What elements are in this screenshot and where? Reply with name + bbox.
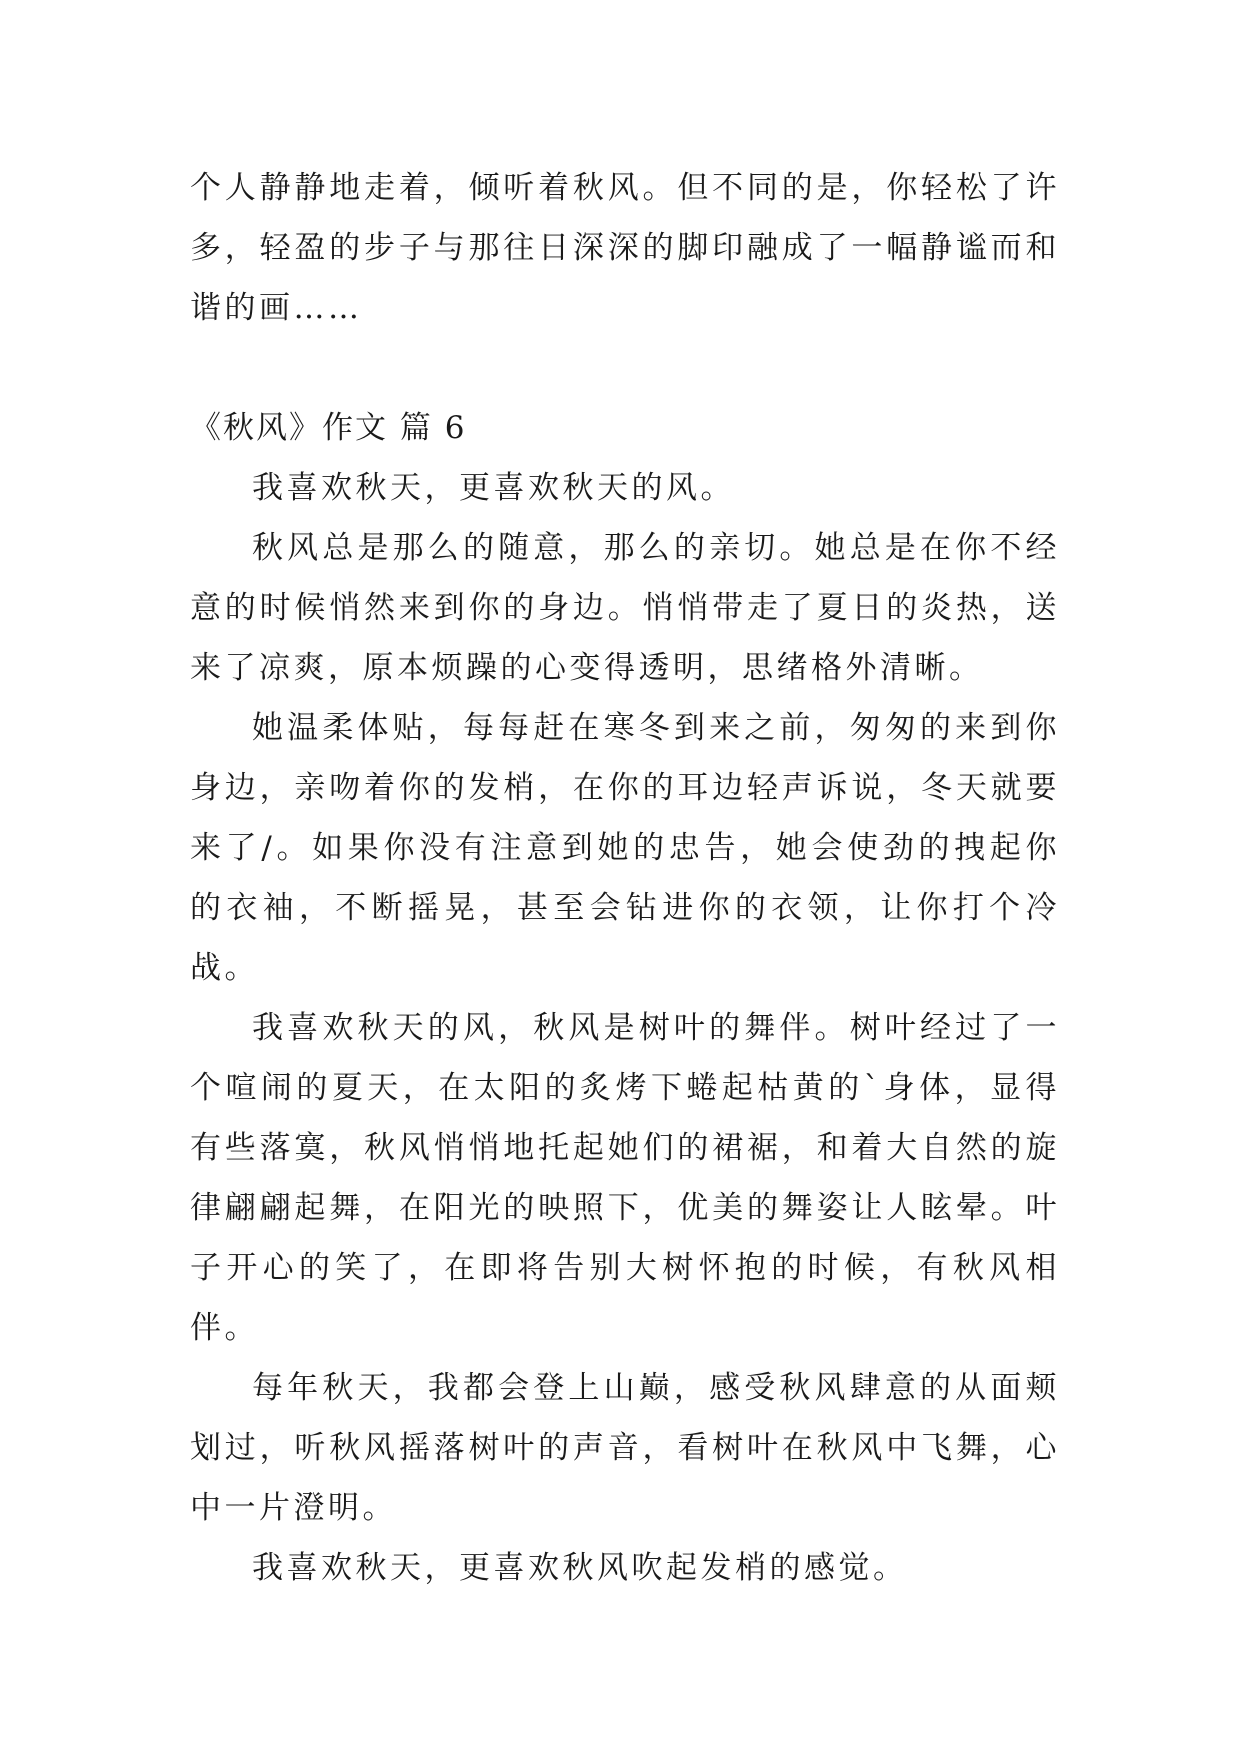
section-heading: 《秋风》作文 篇 6 [190,410,467,446]
paragraph-gap [190,338,1060,398]
document-body [190,158,1060,1598]
paragraph-3: 她温柔体贴，每每赶在寒冬到来之前，匆匆的来到你身边，亲吻着你的发梢，在你的耳边轻声诉说，冬天就要来了/。如果你没有注意到她的忠告，她会使劲的拽起你的衣袖，不断摇晃，甚至会钻进你的衣领，让你打个冷战。 [190,710,1060,986]
paragraph-4: 我喜欢秋天的风，秋风是树叶的舞伴。树叶经过了一个喧闹的夏天，在太阳的炙烤下蜷起枯黄的`身体，显得有些落寞，秋风悄悄地托起她们的裙裾，和着大自然的旋律翩翩起舞，在阳光的映照下，优美的舞姿让人眩晕。叶子开心的笑了，在即将告别大树怀抱的时候，有秋风相伴。 [190,1010,1060,1346]
paragraph-6: 我喜欢秋天，更喜欢秋风吹起发梢的感觉。 [252,1550,908,1586]
paragraph-1: 我喜欢秋天，更喜欢秋天的风。 [252,470,735,506]
paragraph-2: 秋风总是那么的随意，那么的亲切。她总是在你不经意的时候悄然来到你的身边。悄悄带走了夏日的炎热，送来了凉爽，原本烦躁的心变得透明，思绪格外清晰。 [190,530,1060,686]
continued-paragraph: 个人静静地走着，倾听着秋风。但不同的是，你轻松了许多，轻盈的步子与那往日深深的脚印融成了一幅静谧而和谐的画…… [190,170,1060,326]
paragraph-5: 每年秋天，我都会登上山巅，感受秋风肆意的从面颊划过，听秋风摇落树叶的声音，看树叶在秋风中飞舞，心中一片澄明。 [190,1370,1060,1526]
